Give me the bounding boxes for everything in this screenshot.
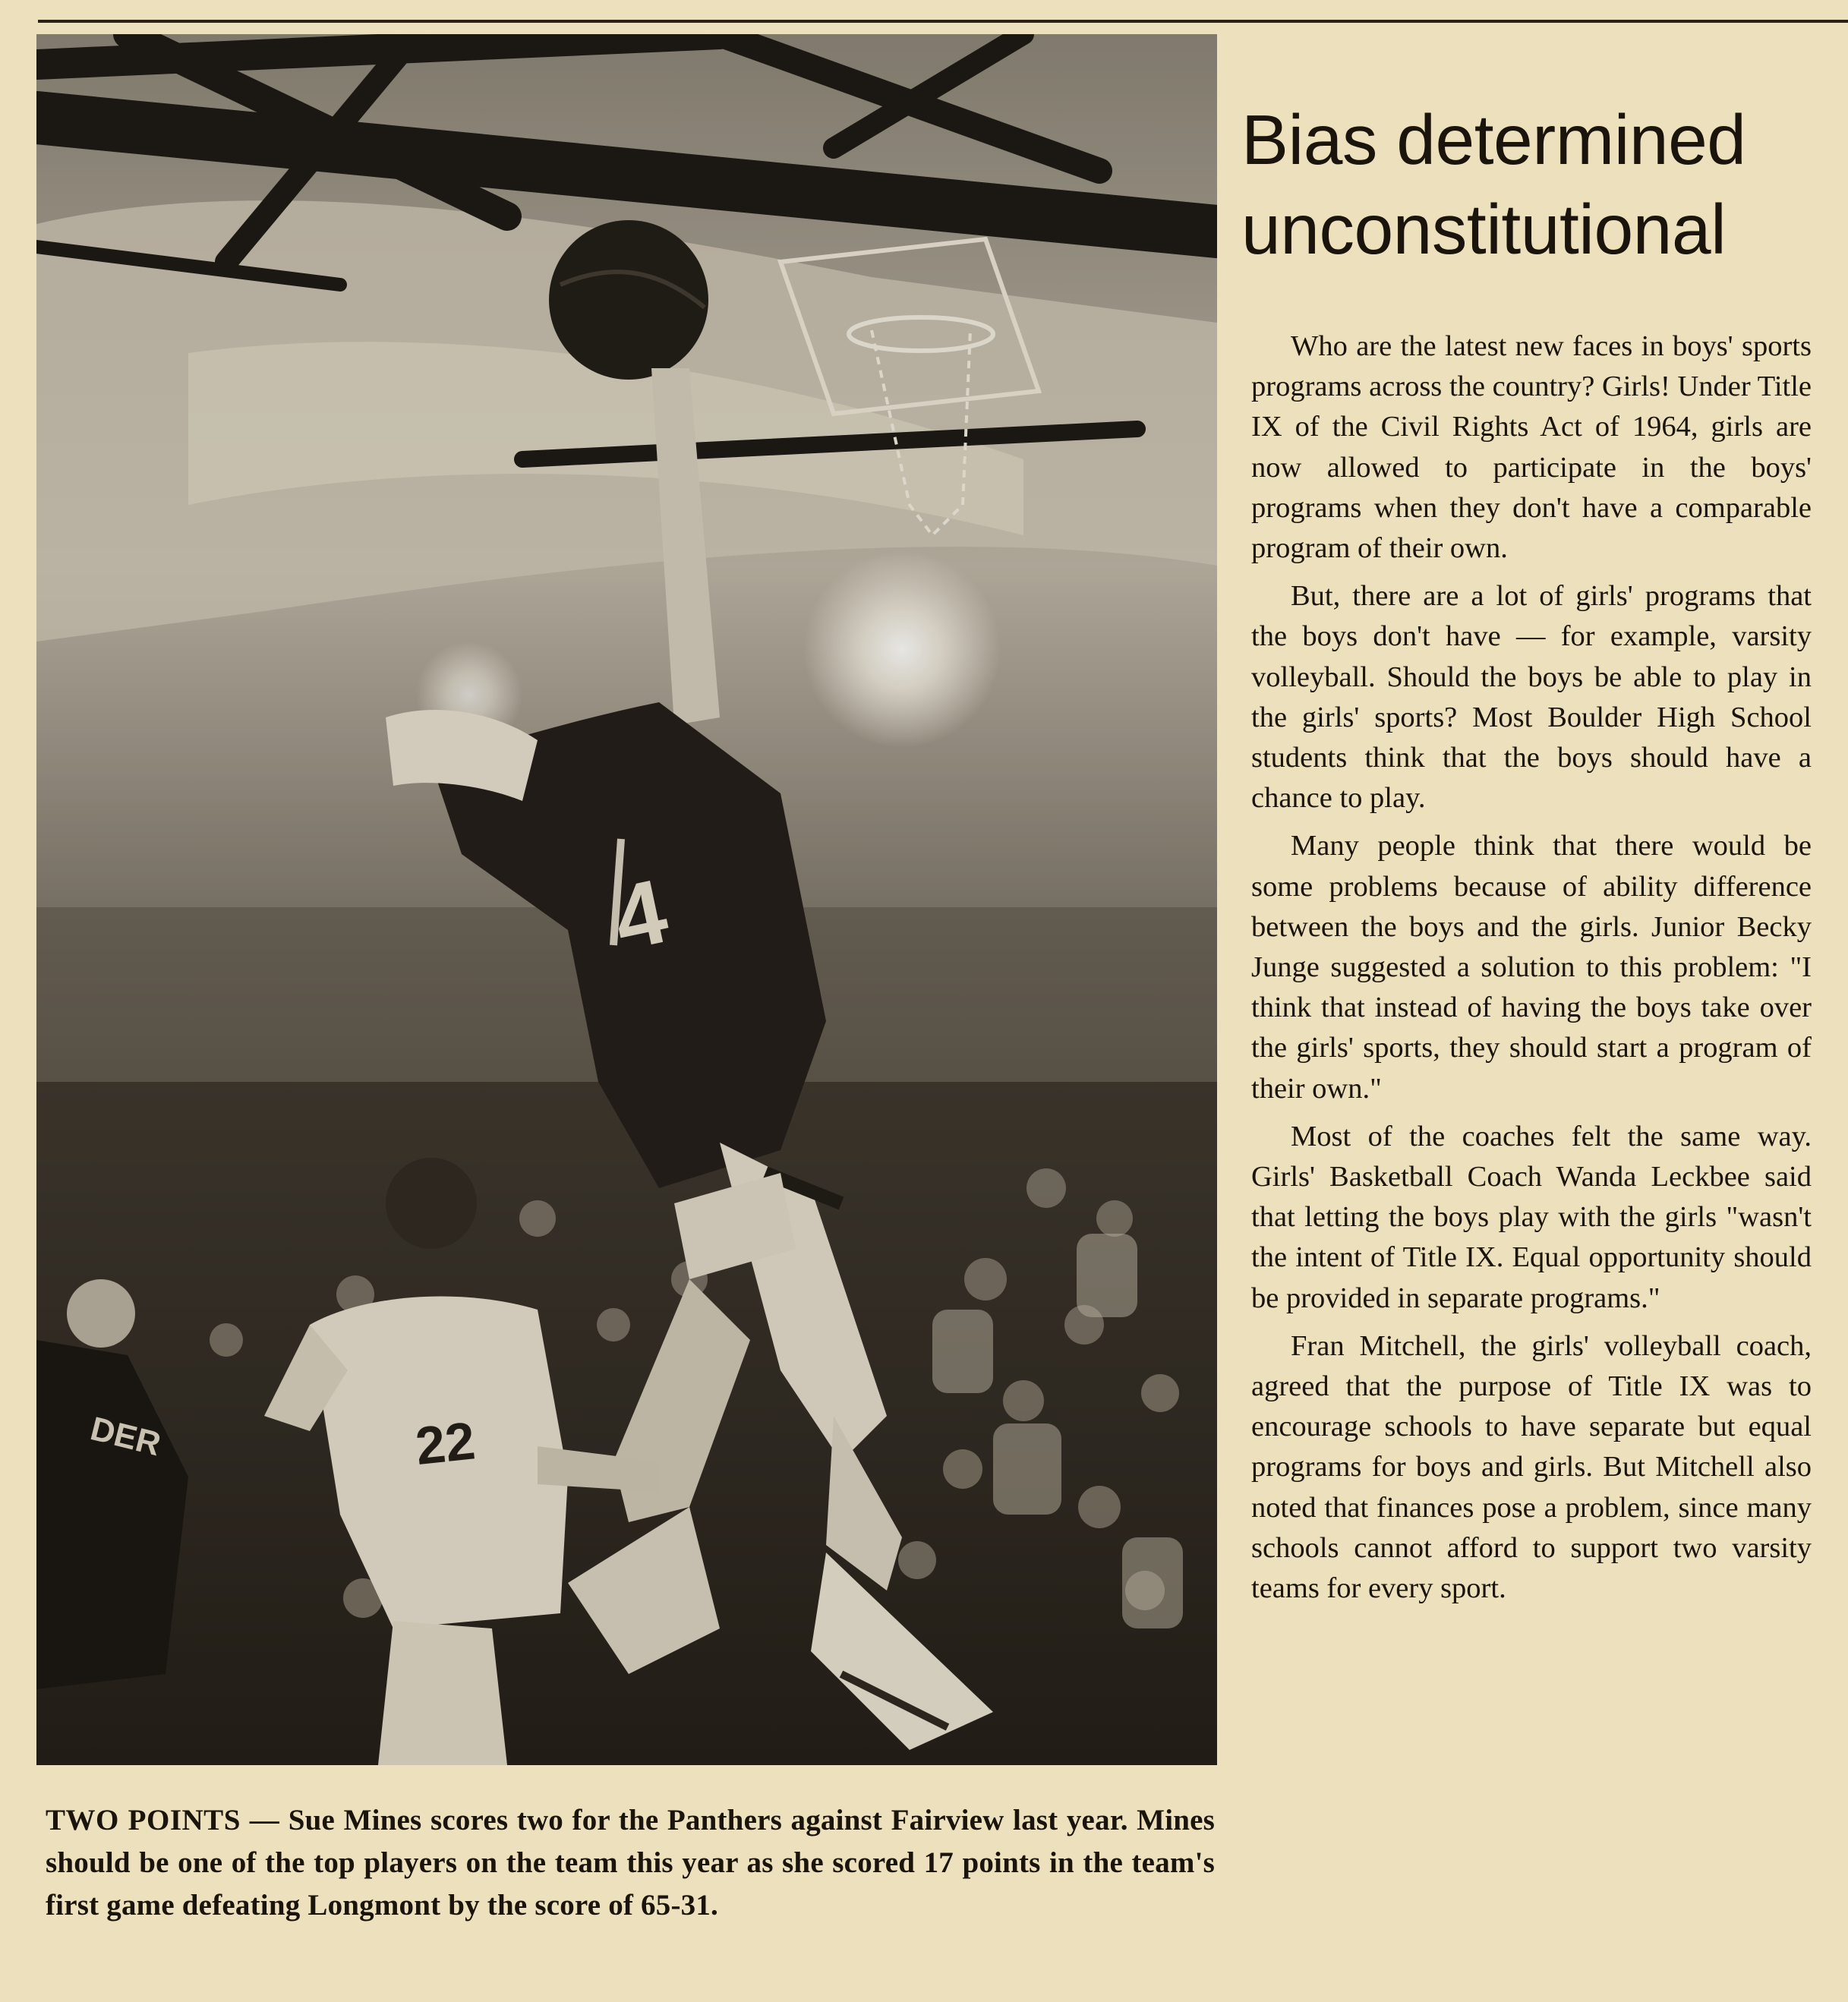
basketball-photo bbox=[36, 34, 1217, 1765]
article-paragraph: Who are the latest new faces in boys' sports programs across the country? Girls! Under Title IX of the Civil Rights Act of 1964, girls are now allowed to participate in the boys' programs when they don't have a comparable program of their own. bbox=[1251, 330, 1812, 565]
caption-text: Sue Mines scores two for the Panthers against Fairview last year. Mines should be one of the top players on the team this year as she scored 17 points in the team's first game defeating Longmont by the score of 65-31. bbox=[46, 1804, 1216, 1922]
article-body bbox=[1251, 326, 1812, 1616]
caption-lead: TWO POINTS — bbox=[46, 1804, 280, 1836]
article-paragraph: Most of the coaches felt the same way. Girls' Basketball Coach Wanda Leckbee said that letting the boys play with the girls "wasn't the intent of Title IX. Equal opportunity should be provided in separate programs." bbox=[1251, 1120, 1812, 1314]
svg-text:4: 4 bbox=[604, 859, 676, 970]
article-paragraph: But, there are a lot of girls' programs that the boys don't have — for example, varsity volleyball. Should the boys be able to play in the girls' sports? Most Boulder High School students think that the boys should have a chance to play. bbox=[1251, 580, 1812, 815]
article-paragraph: Fran Mitchell, the girls' volleyball coach, agreed that the purpose of Title IX was to encourage schools to have separate but equal programs for boys and girls. But Mitchell also noted that finances pose a problem, since many schools cannot afford to support two varsity teams for every sport. bbox=[1251, 1329, 1812, 1605]
top-rule bbox=[38, 20, 1848, 23]
headline-line-1: Bias determined bbox=[1241, 100, 1746, 179]
photo-caption bbox=[46, 1799, 1215, 1927]
svg-text:DER: DER bbox=[87, 1410, 165, 1464]
headline-line-2: unconstitutional bbox=[1241, 190, 1727, 269]
svg-text:22: 22 bbox=[412, 1411, 478, 1476]
article-headline bbox=[1241, 95, 1841, 274]
article-paragraph: Many people think that there would be some problems because of ability difference between the boys and the girls. Junior Becky Junge suggested a solution to this problem: "I think that instead of having the boys take over the girls' sports, they should start a program of their own." bbox=[1251, 830, 1812, 1105]
